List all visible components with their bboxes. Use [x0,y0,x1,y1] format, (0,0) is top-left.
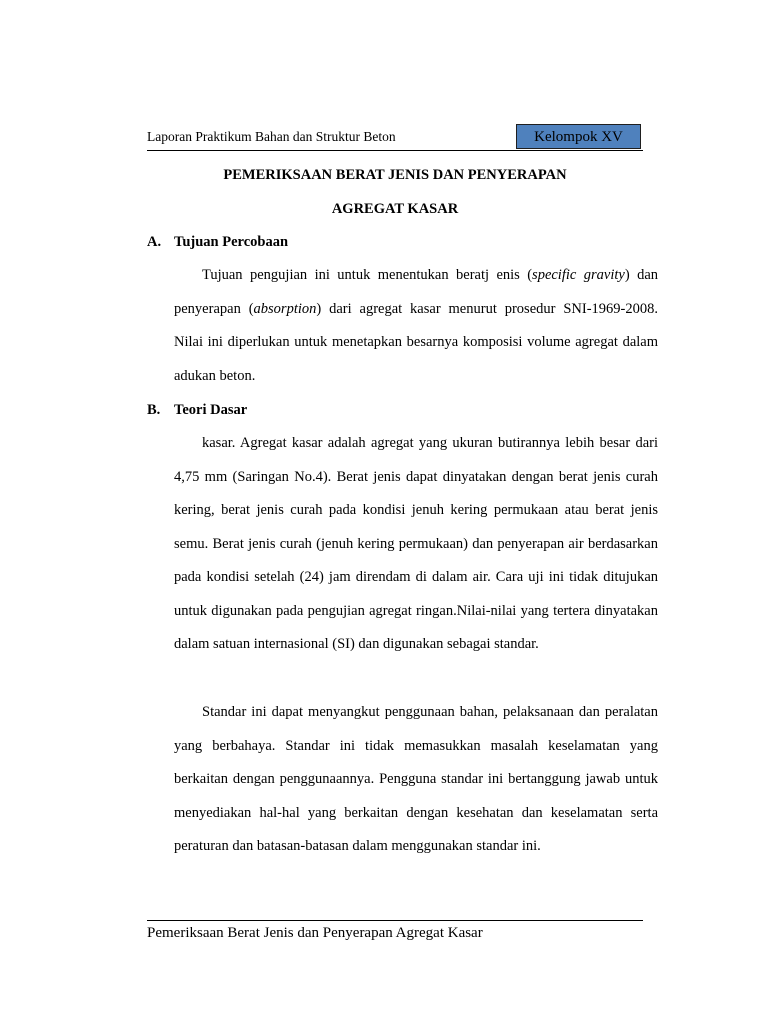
footer-rule [147,920,643,921]
section-a-title: Tujuan Percobaan [174,234,289,250]
running-footer: Pemeriksaan Berat Jenis dan Penyerapan Agregat Kasar [147,925,483,941]
section-a-paragraph [174,259,658,393]
document-title-line2: AGREGAT KASAR [331,201,459,217]
running-header-title: Laporan Praktikum Bahan dan Struktur Beton [147,129,396,144]
section-b-letter: B. [147,402,161,418]
section-b-paragraph-1: kasar. Agregat kasar adalah agregat yang ukuran butirannya lebih besar dari 4,75 mm (Saringan No.4). Berat jenis dapat dinyatakan dengan berat jenis curah kering, berat jenis curah pada kondisi jenuh kering permukaan atau berat jenis semu. Berat jenis curah (jenuh kering permukaan) dan penyerapan air berdasarkan pada kondisi setelah (24) jam direndam di dalam air. Cara uji ini tidak ditujukan untuk digunakan pada pengujian agregat ringan.Nilai-nilai yang tertera dinyatakan dalam satuan internasional (SI) dan digunakan sebagai standar. [174,435,658,652]
text-run: ) dari agregat kasar menurut prosedur SNI-1969-2008. Nilai ini diperlukan untuk menetapkan besarnya komposisi volume agregat dalam adukan beton. [174,300,658,384]
section-a-letter: A. [147,234,162,250]
section-a-heading [147,234,288,251]
italic-term: specific gravity [532,267,625,283]
document-title-line1: PEMERIKSAAN BERAT JENIS DAN PENYERAPAN [223,167,567,183]
text-run: ) dan penyerapan ( [174,267,659,317]
header-rule [147,150,643,151]
italic-term: absorption [253,300,317,317]
text-run: Tujuan pengujian ini untuk menentukan beratj enis ( [202,267,533,283]
section-b-paragraph-2: Standar ini dapat menyangkut penggunaan bahan, pelaksanaan dan peralatan yang berbahaya. Standar ini tidak memasukkan masalah keselamatan yang berkaitan dengan penggunaannya. Pengguna standar ini bertanggung jawab untuk menyediakan hal-hal yang berkaitan dengan kesehatan dan keselamatan serta peraturan dan batasan-batasan dalam menggunakan standar ini. [174,704,658,854]
group-label-box: Kelompok XV [516,124,641,149]
section-b-heading [147,402,247,419]
section-b-title: Teori Dasar [174,402,248,418]
